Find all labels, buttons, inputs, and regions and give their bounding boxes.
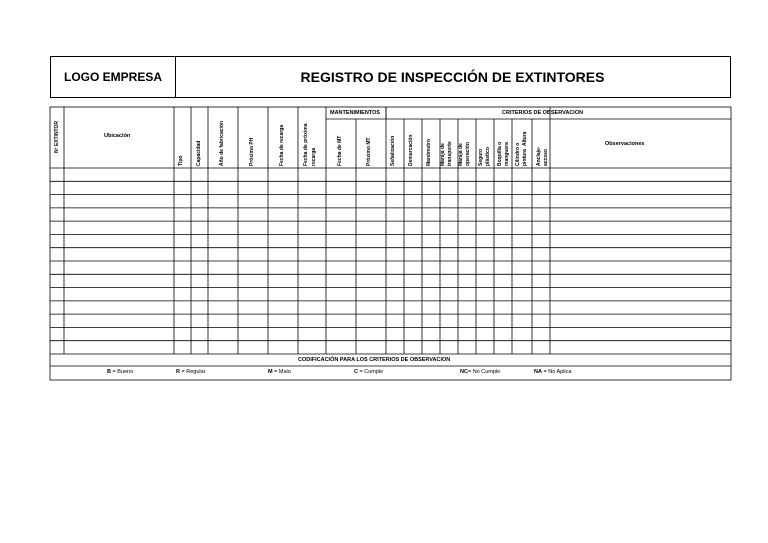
legend-text: = Regular [179,369,206,375]
crit-cilindro-line1: Cilindro o [515,142,521,166]
legend-code: NA [534,369,542,375]
legend-text: = No Cumple [467,369,501,375]
crit-boquilla-line2: manguera [504,142,510,166]
col-extintor: Nº EXTINTOR [54,120,60,153]
crit-manija-transporte-line2: transporte [447,141,453,166]
legend-code: R [176,369,180,375]
col-tipo: Tipo [178,155,184,166]
crit-demarcacion: Demarcación [408,134,414,166]
col-ubicacion: Ubicación [104,133,131,139]
crit-seguro-line2: plástico [485,147,491,166]
crit-manija-operacion-line1: Manija de [458,143,464,166]
legend-text: = No Aplica [541,369,572,375]
form-title: REGISTRO DE INSPECCIÓN DE EXTINTORES [300,69,605,85]
crit-manija-operacion-line2: operación [465,142,471,166]
col-capacidad: Capacidad [196,140,202,166]
crit-manija-transporte-line1: Manija de [440,143,446,166]
data-row-lines [50,181,731,340]
company-logo-placeholder: LOGO EMPRESA [51,57,176,97]
legend-code: B [107,369,111,375]
col-fecha-recarga: Fecha de recarga [279,124,285,166]
col-anio-fabricacion: Año de fabricación [219,120,225,166]
codificacion-title: CODIFICACIÓN PARA LOS CRITERIOS DE OBSERVACION [298,357,451,363]
col-proximo-ph: Próximo PH [249,137,255,166]
crit-anclaje-line2: acceso [543,149,549,166]
col-proxima-recarga-line1: Fecha de próxima [303,123,309,166]
legend-code: M [268,369,273,375]
legend-bueno [107,369,133,375]
legend-text: = Malo [272,369,291,375]
crit-manometro: Manómetro [426,139,432,166]
col-fecha-mt: Fecha de MT [337,135,343,166]
legend-text: = Cumple [357,369,384,375]
legend-code: NC [460,369,468,375]
crit-altura: Altura [522,131,528,146]
col-observaciones: Observaciones [605,141,645,147]
crit-senalizacion: Señalización [390,135,396,166]
crit-seguro-line1: Seguro [478,148,484,166]
group-criterios: CRITERIOS DE OBSERVACION [502,110,584,116]
legend-text: = Bueno [110,369,134,375]
legend-malo [268,369,291,375]
legend-regular [176,369,206,375]
legend-cumple [354,369,383,375]
legend-code: C [354,369,358,375]
legend-no-cumple [460,369,500,375]
crit-boquilla-line1: Boquilla o [497,141,503,166]
col-proxima-recarga-line2: recarga [311,147,317,166]
crit-cilindro-line2: pintura [522,149,528,166]
legend-no-aplica [534,369,571,375]
group-mantenimientos: MANTENIMIENTOS [330,110,381,116]
col-proximo-mt: Próximo MT [366,137,372,166]
crit-anclaje-line1: Anclaje- [536,146,542,166]
